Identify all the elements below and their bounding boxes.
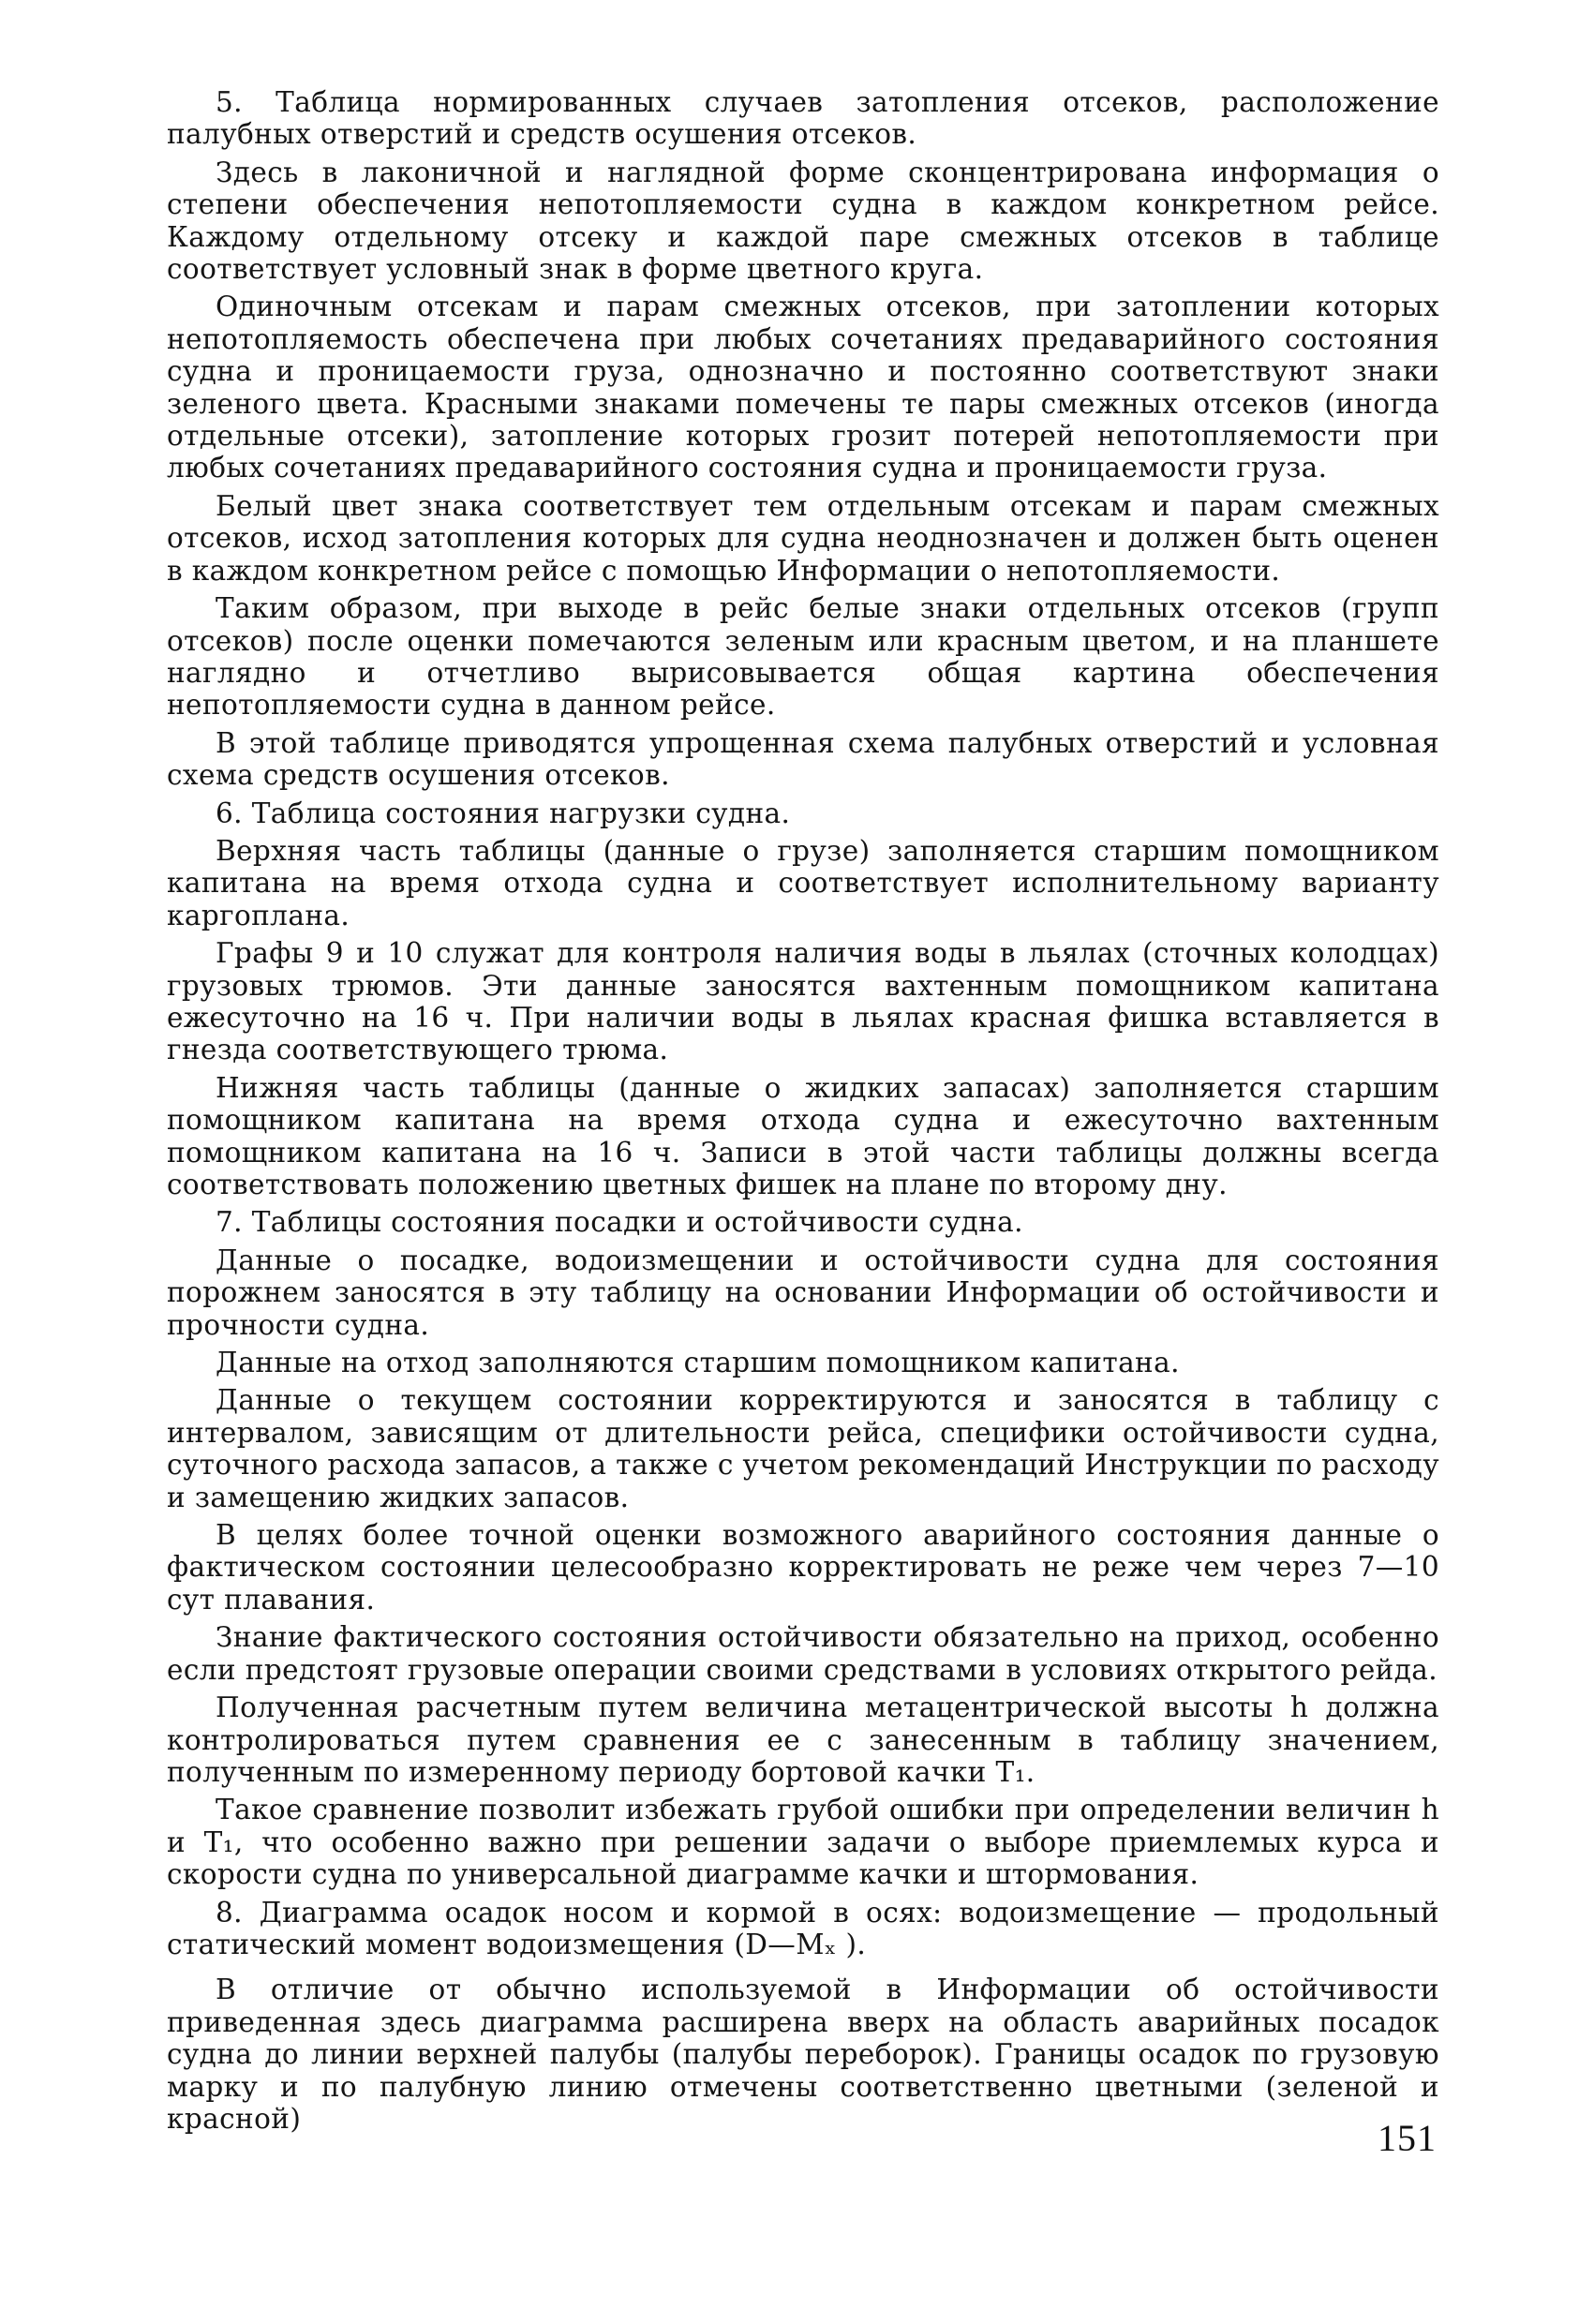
paragraph: Верхняя часть таблицы (данные о грузе) заполняется старшим помощником капитана на время отхода судна и соответствует исполнительному варианту каргоплана. [167, 834, 1439, 931]
paragraph: В целях более точной оценки возможного аварийного состояния данные о фактическом состоянии целесообразно корректировать не реже чем через 7—10 сут плавания. [167, 1519, 1439, 1616]
paragraph: Здесь в лаконичной и наглядной форме сконцентрирована информация о степени обеспечения непотопляемости судна в каждом конкретном рейсе. Каждому отдельному отсеку и каждой паре смежных отсеков в таблице соответствует условный знак в форме цветного круга. [167, 156, 1439, 286]
paragraph: Такое сравнение позволит избежать грубой ошибки при определении величин h и T₁, что особенно важно при решении задачи о выборе приемлемых курса и скорости судна по универсальной диаграмме качки и штормования. [167, 1794, 1439, 1891]
paragraph: Знание фактического состояния остойчивости обязательно на приход, особенно если предстоят грузовые операции своими средствами в условиях открытого рейда. [167, 1621, 1439, 1686]
paragraph: Данные о текущем состоянии корректируются и заносятся в таблицу с интервалом, зависящим от длительности рейса, специфики остойчивости судна, суточного расхода запасов, а также с учетом рекомендаций Инструкции по расходу и замещению жидких запасов. [167, 1384, 1439, 1513]
paragraph: В этой таблице приводятся упрощенная схема палубных отверстий и условная схема средств осушения отсеков. [167, 726, 1439, 792]
paragraph: Графы 9 и 10 служат для контроля наличия воды в льялах (сточных колодцах) грузовых трюмов. Эти данные заносятся вахтенным помощником капитана ежесуточно на 16 ч. При наличии воды в льялах красная фишка вставляется в гнезда соответствующего трюма. [167, 937, 1439, 1066]
paragraph: Белый цвет знака соответствует тем отдельным отсекам и парам смежных отсеков, исход затопления которых для судна неоднозначен и должен быть оценен в каждом конкретном рейсе с помощью Информации о непотопляемости. [167, 489, 1439, 587]
page-body [167, 86, 1439, 2140]
paragraph-item-6-heading: 6. Таблица состояния нагрузки судна. [216, 797, 791, 829]
paragraph-item-7-heading: 7. Таблицы состояния посадки и остойчивости судна. [216, 1206, 1023, 1239]
paragraph: Одиночным отсекам и парам смежных отсеков, при затоплении которых непотопляемость обеспечена при любых сочетаниях предаварийного состояния судна и проницаемости груза, однозначно и постоянно соответствуют знаки зеленого цвета. Красными знаками помечены те пары смежных отсеков (иногда отдельные отсеки), затопление которых грозит потерей непотопляемости при любых сочетаниях предаварийного состояния судна и проницаемости груза. [167, 290, 1439, 484]
paragraph: Данные о посадке, водоизмещении и остойчивости судна для состояния порожнем заносятся в эту таблицу на основании Информации об остойчивости и прочности судна. [167, 1244, 1439, 1341]
paragraph: В отличие от обычно используемой в Информации об остойчивости приведенная здесь диаграмма расширена вверх на область аварийных посадок судна до линии верхней палубы (палубы переборок). Границы осадок по грузовую марку и по палубную линию отмечены соответственно цветными (зеленой и красной) [167, 1974, 1439, 2135]
paragraph: Полученная расчетным путем величина метацентрической высоты h должна контролироваться путем сравнения ее с занесенным в таблицу значением, полученным по измеренному периоду бортовой качки T₁. [167, 1691, 1439, 1788]
page-number: 151 [1378, 2117, 1437, 2159]
paragraph-item-8-heading: 8. Диаграмма осадок носом и кормой в осях: водоизмещение — продольный статический момент водоизмещения (D—Mₓ ). [167, 1896, 1439, 1960]
paragraph-item-5-heading: 5. Таблица нормированных случаев затопления отсеков, расположение палубных отверстий и средств осушения отсеков. [167, 86, 1439, 151]
paragraph: Таким образом, при выходе в рейс белые знаки отдельных отсеков (групп отсеков) после оценки помечаются зеленым или красным цветом, и на планшете наглядно и отчетливо вырисовывается общая картина обеспечения непотопляемости судна в данном рейсе. [167, 592, 1439, 722]
paragraph: Данные на отход заполняются старшим помощником капитана. [216, 1347, 1180, 1379]
paragraph: Нижняя часть таблицы (данные о жидких запасах) заполняется старшим помощником капитана на время отхода судна и ежесуточно вахтенным помощником капитана на 16 ч. Записи в этой части таблицы должны всегда соответствовать положению цветных фишек на плане по второму дну. [167, 1071, 1439, 1200]
